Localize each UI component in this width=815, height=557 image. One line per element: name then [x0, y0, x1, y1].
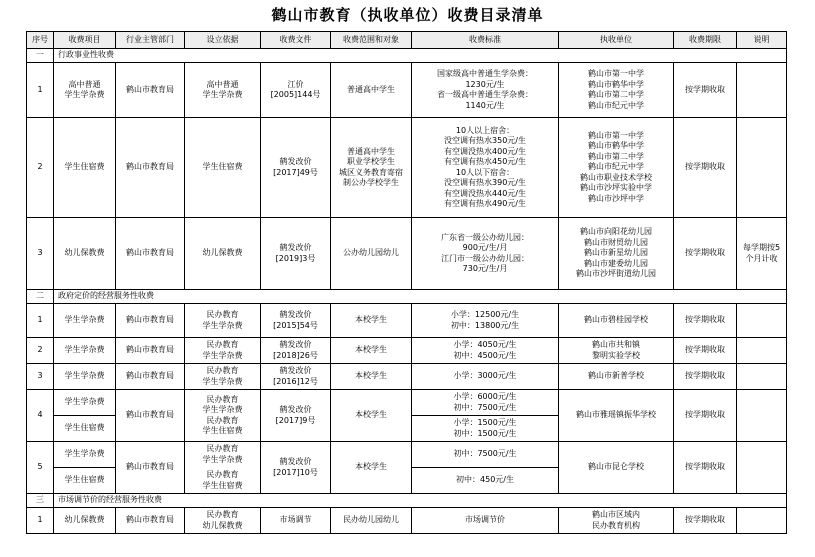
section-name: 市场调节价的经营服务性收费 — [54, 494, 787, 508]
page-title: 鹤山市教育（执收单位）收费目录清单 — [271, 6, 544, 24]
note-cell — [737, 118, 787, 218]
scope-cell: 普通高中学生 职业学校学生 城区义务教育寄宿 制公办学校学生 — [331, 118, 412, 218]
dept-cell: 鹤山市教育局 — [116, 118, 185, 218]
scope-cell: 本校学生 — [331, 390, 412, 442]
note-cell: 每学期按5 个月计收 — [737, 218, 787, 290]
seq-cell: 4 — [27, 390, 54, 442]
seq-cell: 2 — [27, 118, 54, 218]
header-row — [27, 32, 787, 49]
scope-cell: 民办幼儿园幼儿 — [331, 508, 412, 534]
dept-cell: 鹤山市教育局 — [116, 304, 185, 338]
seq-cell: 3 — [27, 364, 54, 390]
period-cell: 按学期收取 — [674, 63, 737, 118]
standard-cell: 小学：3000元/生 — [412, 364, 559, 390]
units-cell: 鹤山市共和镇 黎明实验学校 — [559, 338, 674, 364]
period-cell: 按学期收取 — [674, 508, 737, 534]
item-cell: 学生住宿费 — [54, 118, 116, 218]
header-cell: 收费项目 — [54, 32, 116, 49]
scope-cell: 本校学生 — [331, 442, 412, 494]
fee-catalog-table — [26, 31, 787, 534]
units-cell: 鹤山市第一中学 鹤山市鹤华中学 鹤山市第二中学 鹤山市纪元中学 — [559, 63, 674, 118]
header-cell: 收费标准 — [412, 32, 559, 49]
seq-cell: 1 — [27, 508, 54, 534]
section-number: 二 — [27, 290, 54, 304]
doc-cell: 鹤发改价 [2017]9号 — [261, 390, 331, 442]
units-cell: 鹤山市雅瑶镇振华学校 — [559, 390, 674, 442]
doc-cell: 鹤发改价 [2018]26号 — [261, 338, 331, 364]
standard-cell: 小学：12500元/生 初中：13800元/生 — [412, 304, 559, 338]
units-cell: 鹤山市昆仑学校 — [559, 442, 674, 494]
header-cell: 序号 — [27, 32, 54, 49]
period-cell: 按学期收取 — [674, 218, 737, 290]
header-cell: 收费文件 — [261, 32, 331, 49]
standard-cell: 10人以上宿舍： 没空调有热水350元/生 有空调没热水400元/生 有空调有热水450元/生 10人以下宿舍： 没空调有热水390元/生 有空调没热水440元/生 有空调有热水490元/生 — [412, 118, 559, 218]
period-cell: 按学期收取 — [674, 390, 737, 442]
standard-cell: 小学：1500元/生 初中：1500元/生 — [412, 416, 559, 442]
note-cell — [737, 442, 787, 494]
section-row — [27, 290, 787, 304]
table-row — [27, 218, 787, 290]
item-cell: 高中普通 学生学杂费 — [54, 63, 116, 118]
table-row — [27, 304, 787, 338]
period-cell: 按学期收取 — [674, 364, 737, 390]
note-cell — [737, 63, 787, 118]
scope-cell: 普通高中学生 — [331, 63, 412, 118]
item-cell: 学生学杂费 — [54, 442, 116, 468]
header-cell: 收费范围和对象 — [331, 32, 412, 49]
standard-cell: 广东省一级公办幼儿园： 900元/生/月 江门市一级公办幼儿园： 730元/生/月 — [412, 218, 559, 290]
seq-cell: 5 — [27, 442, 54, 494]
section-number: 一 — [27, 49, 54, 63]
table-row — [27, 63, 787, 118]
table-row — [27, 338, 787, 364]
basis-cell: 学生住宿费 — [185, 118, 261, 218]
period-cell: 按学期收取 — [674, 442, 737, 494]
dept-cell: 鹤山市教育局 — [116, 364, 185, 390]
period-cell: 按学期收取 — [674, 118, 737, 218]
basis-cell: 高中普通 学生学杂费 — [185, 63, 261, 118]
units-cell: 鹤山市第一中学 鹤山市鹤华中学 鹤山市第二中学 鹤山市纪元中学 鹤山市职业技术学校 鹤山市沙坪实验中学 鹤山市沙坪中学 — [559, 118, 674, 218]
header-cell: 收费期限 — [674, 32, 737, 49]
scope-cell: 本校学生 — [331, 304, 412, 338]
note-cell — [737, 338, 787, 364]
item-cell: 学生住宿费 — [54, 468, 116, 494]
section-name: 行政事业性收费 — [54, 49, 787, 63]
doc-cell: 鹤发改价 [2016]12号 — [261, 364, 331, 390]
standard-cell: 市场调节价 — [412, 508, 559, 534]
item-cell: 学生学杂费 — [54, 304, 116, 338]
section-row — [27, 49, 787, 63]
scope-cell: 本校学生 — [331, 364, 412, 390]
dept-cell: 鹤山市教育局 — [116, 390, 185, 442]
standard-cell: 初中：450元/生 — [412, 468, 559, 494]
table-row — [27, 118, 787, 218]
doc-cell: 鹤发改价 [2017]49号 — [261, 118, 331, 218]
seq-cell: 1 — [27, 63, 54, 118]
item-cell: 学生学杂费 — [54, 364, 116, 390]
table-row — [27, 390, 787, 416]
header-cell: 执收单位 — [559, 32, 674, 49]
standard-cell: 小学：6000元/生 初中：7500元/生 — [412, 390, 559, 416]
dept-cell: 鹤山市教育局 — [116, 338, 185, 364]
note-cell — [737, 364, 787, 390]
item-cell: 学生学杂费 — [54, 338, 116, 364]
doc-cell: 市场调节 — [261, 508, 331, 534]
table-row — [27, 508, 787, 534]
doc-cell: 江价 [2005]144号 — [261, 63, 331, 118]
basis-cell: 民办教育 学生学杂费 民办教育 学生住宿费 — [185, 442, 261, 494]
basis-cell: 民办教育 幼儿保教费 — [185, 508, 261, 534]
scope-cell: 公办幼儿园幼儿 — [331, 218, 412, 290]
doc-cell: 鹤发改价 [2019]3号 — [261, 218, 331, 290]
header-cell: 行业主管部门 — [116, 32, 185, 49]
seq-cell: 1 — [27, 304, 54, 338]
standard-cell: 初中：7500元/生 — [412, 442, 559, 468]
period-cell: 按学期收取 — [674, 304, 737, 338]
units-cell: 鹤山市向阳花幼儿园 鹤山市财贸幼儿园 鹤山市新星幼儿园 鹤山市建委幼儿园 鹤山市沙坪街道幼儿园 — [559, 218, 674, 290]
units-cell: 鹤山市碧桂园学校 — [559, 304, 674, 338]
basis-cell: 幼儿保教费 — [185, 218, 261, 290]
seq-cell: 2 — [27, 338, 54, 364]
units-cell: 鹤山市区域内 民办教育机构 — [559, 508, 674, 534]
scope-cell: 本校学生 — [331, 338, 412, 364]
basis-cell: 民办教育 学生学杂费 — [185, 364, 261, 390]
doc-cell: 鹤发改价 [2015]54号 — [261, 304, 331, 338]
units-cell: 鹤山市新普学校 — [559, 364, 674, 390]
table-row — [27, 442, 787, 468]
standard-cell: 小学：4050元/生 初中：4500元/生 — [412, 338, 559, 364]
item-cell: 学生学杂费 — [54, 390, 116, 416]
item-cell: 幼儿保教费 — [54, 218, 116, 290]
note-cell — [737, 508, 787, 534]
doc-cell: 鹤发改价 [2017]10号 — [261, 442, 331, 494]
note-cell — [737, 304, 787, 338]
dept-cell: 鹤山市教育局 — [116, 218, 185, 290]
note-cell — [737, 390, 787, 442]
basis-cell: 民办教育 学生学杂费 — [185, 304, 261, 338]
item-cell: 学生住宿费 — [54, 416, 116, 442]
section-number: 三 — [27, 494, 54, 508]
dept-cell: 鹤山市教育局 — [116, 442, 185, 494]
period-cell: 按学期收取 — [674, 338, 737, 364]
dept-cell: 鹤山市教育局 — [116, 508, 185, 534]
seq-cell: 3 — [27, 218, 54, 290]
standard-cell: 国家级高中普通生学杂费： 1230元/生 省一级高中普通生学杂费： 1140元/生 — [412, 63, 559, 118]
table-row — [27, 364, 787, 390]
header-cell: 设立依据 — [185, 32, 261, 49]
dept-cell: 鹤山市教育局 — [116, 63, 185, 118]
section-name: 政府定价的经营服务性收费 — [54, 290, 787, 304]
basis-cell: 民办教育 学生学杂费 — [185, 338, 261, 364]
item-cell: 幼儿保教费 — [54, 508, 116, 534]
header-cell: 说明 — [737, 32, 787, 49]
basis-cell: 民办教育 学生学杂费 民办教育 学生住宿费 — [185, 390, 261, 442]
section-row — [27, 494, 787, 508]
